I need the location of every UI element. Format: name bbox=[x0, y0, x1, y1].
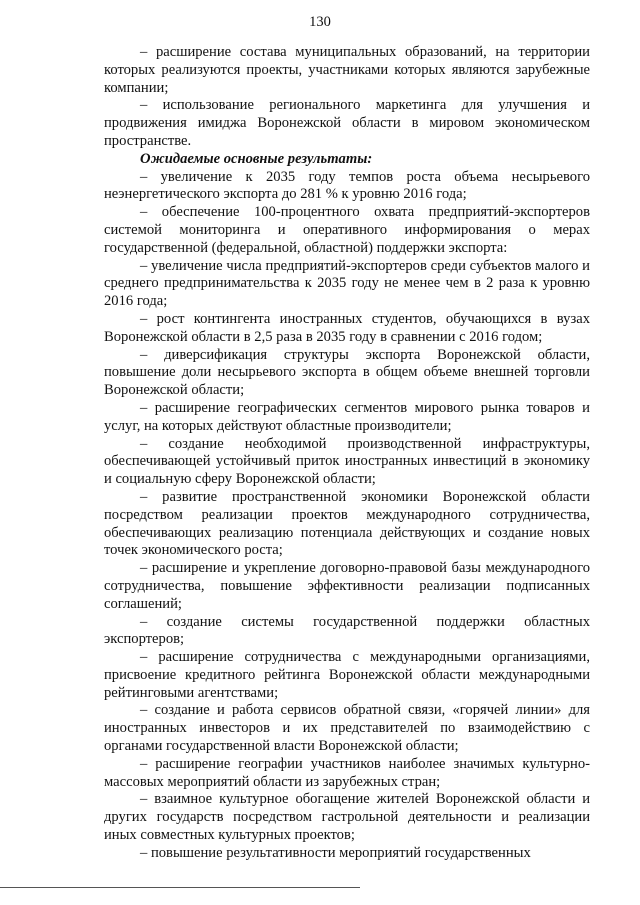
paragraph: – обеспечение 100-процентного охвата предприятий-экспортеров системой мониторинга и оперативного информирования о мерах государственной (федеральной, областной) поддержки экспорта: bbox=[104, 204, 590, 256]
section-heading: Ожидаемые основные результаты: bbox=[140, 150, 373, 167]
paragraph: – повышение результативности мероприятий государственных bbox=[140, 844, 531, 861]
paragraph: – расширение и укрепление договорно-правовой базы международного сотрудничества, повышение эффективности реализации подписанных соглашений; bbox=[104, 560, 590, 612]
paragraph: – взаимное культурное обогащение жителей Воронежской области и других государств посредством гастрольной деятельности и реализации иных совместных культурных проектов; bbox=[104, 791, 590, 844]
paragraph: – расширение географических сегментов мирового рынка товаров и услуг, на которых действуют областные производители; bbox=[104, 399, 590, 434]
document-body bbox=[104, 44, 590, 863]
paragraph: – диверсификация структуры экспорта Воронежской области, повышение доли несырьевого экспорта в общем объеме внешней торговли Воронежской области; bbox=[104, 346, 590, 399]
paragraph: – рост контингента иностранных студентов, обучающихся в вузах Воронежской области в 2,5 раза в 2035 году в сравнении с 2016 годом; bbox=[104, 310, 590, 345]
paragraph: – увеличение числа предприятий-экспортеров среди субъектов малого и среднего предпринимательства к 2035 году не менее чем в 2 раза к уровню 2016 года; bbox=[104, 257, 590, 310]
paragraph: – расширение состава муниципальных образований, на территории которых реализуются проекты, участниками которых являются зарубежные компании; bbox=[104, 44, 590, 96]
paragraph: – создание необходимой производственной инфраструктуры, обеспечивающей устойчивый приток иностранных инвестиций в экономику и социальную сферу Воронежской области; bbox=[104, 435, 590, 488]
page-number: 130 bbox=[309, 14, 331, 30]
paragraph: – использование регионального маркетинга для улучшения и продвижения имиджа Воронежской области в мировом экономическом пространстве. bbox=[104, 97, 590, 149]
paragraph: – развитие пространственной экономики Воронежской области посредством реализации проектов международного сотрудничества, обеспечивающих реализацию потенциала действующих и создание новых точек экономического роста; bbox=[104, 488, 590, 559]
paragraph: – расширение географии участников наиболее значимых культурно-массовых мероприятий области из зарубежных стран; bbox=[104, 755, 590, 790]
footer-divider bbox=[0, 887, 360, 888]
paragraph: – расширение сотрудничества с международными организациями, присвоение кредитного рейтинга Воронежской области международными рейтинговыми агентствами; bbox=[104, 649, 590, 701]
paragraph: – создание и работа сервисов обратной связи, «горячей линии» для иностранных инвесторов и их представителей по взаимодействию с органами государственной власти Воронежской области; bbox=[104, 702, 590, 755]
paragraph: – увеличение к 2035 году темпов роста объема несырьевого неэнергетического экспорта до 281 % к уровню 2016 года; bbox=[104, 168, 590, 203]
paragraph: – создание системы государственной поддержки областных экспортеров; bbox=[104, 613, 590, 648]
